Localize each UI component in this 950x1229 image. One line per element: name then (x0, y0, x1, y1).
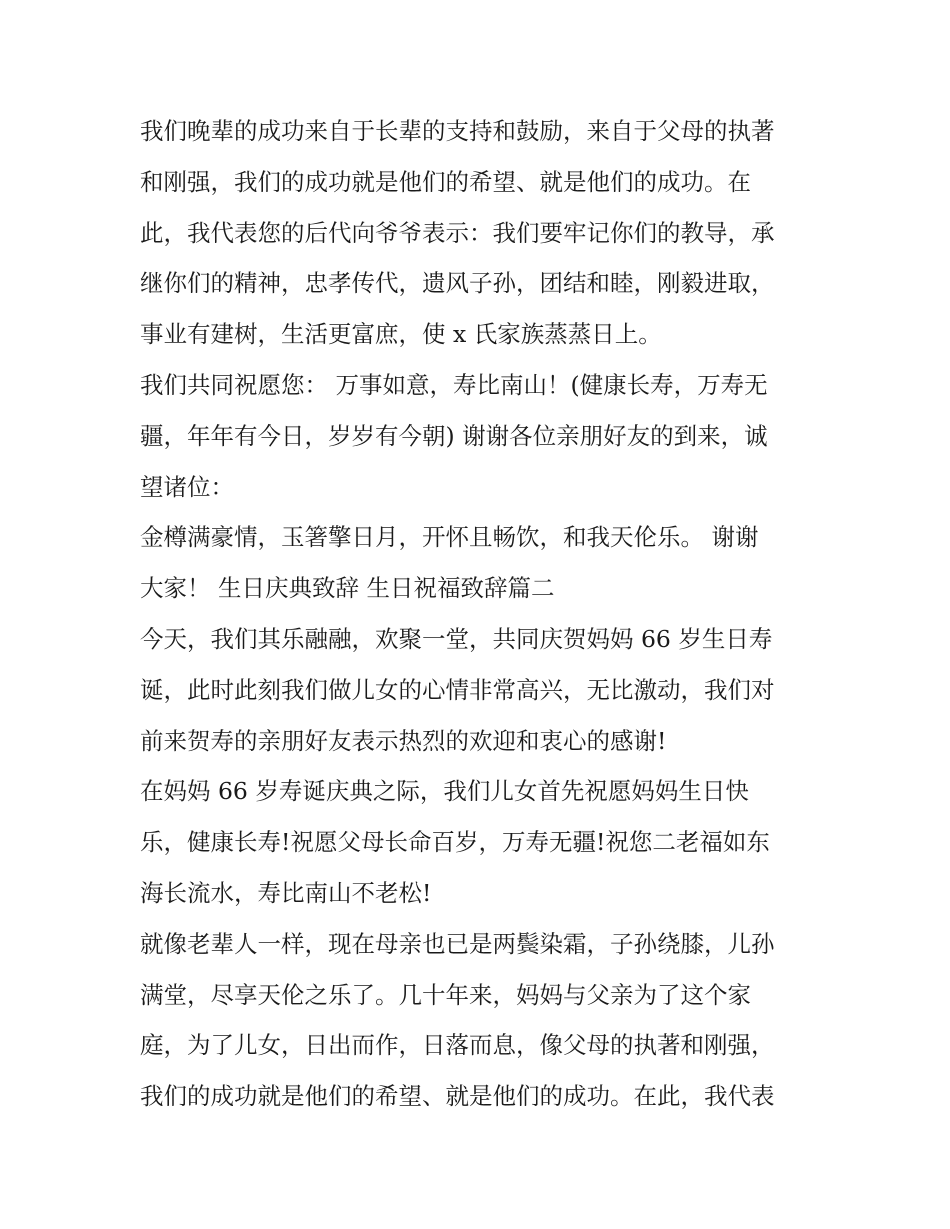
text-line: 和刚强，我们的成功就是他们的希望、就是他们的成功。在 (140, 167, 751, 196)
text-line: 诞，此时此刻我们做儿女的心情非常高兴，无比激动，我们对 (140, 675, 775, 704)
text-line: 我们共同祝愿您： 万事如意，寿比南山！(健康长寿，万寿无 (140, 370, 768, 399)
text-line: 事业有建树，生活更富庶，使 x 氏家族蒸蒸日上。 (140, 320, 662, 349)
text-line: 乐，健康长寿!祝愿父母长命百岁，万寿无疆!祝您二老福如东 (140, 828, 770, 857)
text-line: 满堂，尽享天伦之乐了。几十年来，妈妈与父亲为了这个家 (140, 980, 751, 1009)
text-line: 在妈妈 66 岁寿诞庆典之际，我们儿女首先祝愿妈妈生日快 (140, 777, 749, 806)
text-line: 庭，为了儿女，日出而作，日落而息，像父母的执著和刚强， (140, 1031, 775, 1060)
text-line: 我们的成功就是他们的希望、就是他们的成功。在此，我代表 (140, 1082, 775, 1111)
text-line: 此，我代表您的后代向爷爷表示：我们要牢记你们的教导，承 (140, 218, 775, 247)
text-line: 继你们的精神，忠孝传代，遗风子孙，团结和睦，刚毅进取， (140, 269, 775, 298)
text-line: 前来贺寿的亲朋好友表示热烈的欢迎和衷心的感谢! (140, 726, 667, 755)
text-line: 我们晚辈的成功来自于长辈的支持和鼓励，来自于父母的执著 (140, 117, 775, 145)
text-line: 疆，年年有今日，岁岁有今朝) 谢谢各位亲朋好友的到来，诚 (140, 421, 768, 450)
text-line: 海长流水，寿比南山不老松! (140, 878, 432, 907)
text-line: 就像老辈人一样，现在母亲也已是两鬓染霜，子孙绕膝，儿孙 (140, 929, 775, 958)
text-line: 金樽满豪情，玉箸擎日月，开怀且畅饮，和我天伦乐。 谢谢 (140, 523, 759, 552)
text-line: 今天，我们其乐融融，欢聚一堂，共同庆贺妈妈 66 岁生日寿 (140, 624, 773, 653)
document-body (140, 106, 840, 1122)
text-line: 望诸位： (140, 472, 234, 501)
text-line: 大家！ 生日庆典致辞 生日祝福致辞篇二 (140, 574, 555, 603)
